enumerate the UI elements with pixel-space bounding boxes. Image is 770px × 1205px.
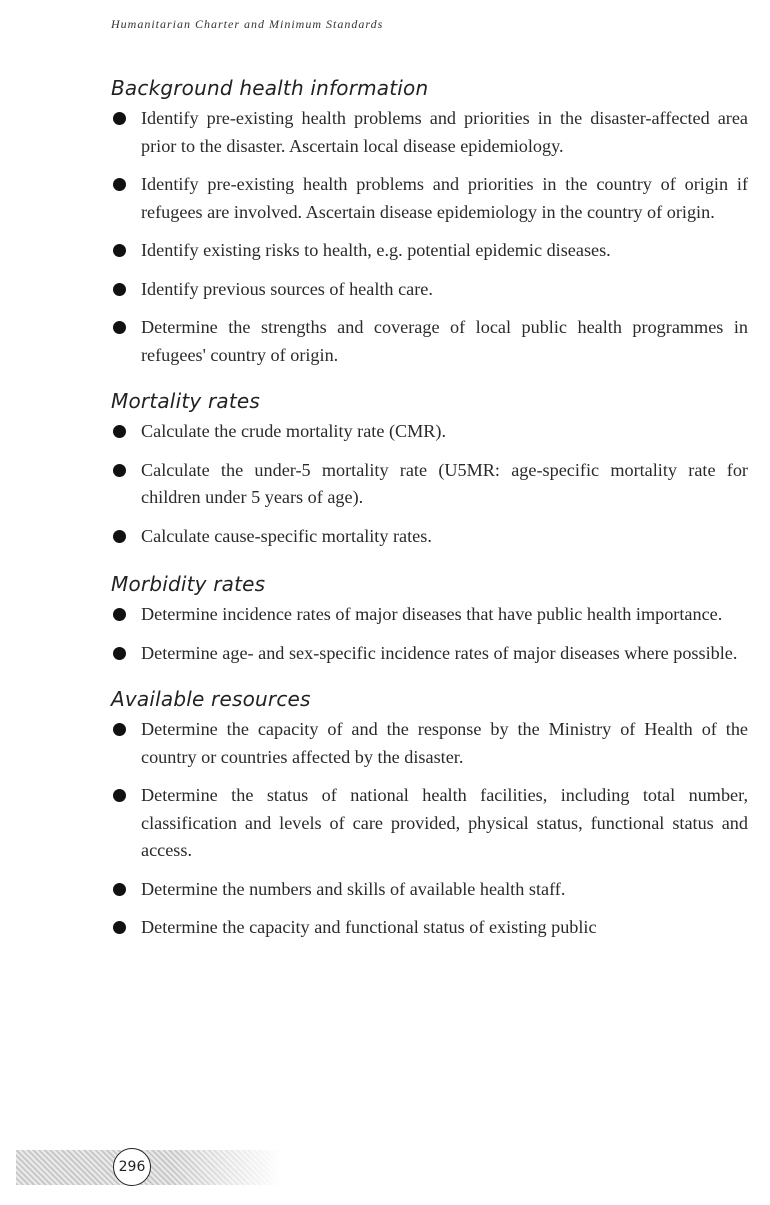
list-item (111, 105, 748, 160)
list-item-text: Calculate the crude mortality rate (CMR). (141, 421, 447, 441)
bullet-list-background (111, 105, 748, 369)
section-heading-resources: Available resources (111, 687, 311, 711)
list-item (111, 601, 748, 629)
list-item (111, 237, 748, 265)
list-item (111, 914, 748, 942)
list-item-text: Determine the status of national health facilities, including total number, classification and levels of care provided, physical status, functional status and access. (141, 785, 748, 860)
running-header: Humanitarian Charter and Minimum Standards (111, 17, 384, 31)
bullet-icon (113, 112, 126, 125)
bullet-icon (113, 178, 126, 191)
bullet-icon (113, 723, 126, 736)
bullet-icon (113, 283, 126, 296)
bullet-icon (113, 647, 126, 660)
page-content (111, 76, 748, 942)
list-item-text: Determine the capacity and functional status of existing public (141, 917, 597, 937)
bullet-icon (113, 464, 126, 477)
list-item-text: Identify existing risks to health, e.g. potential epidemic diseases. (141, 240, 611, 260)
list-item-text: Calculate the under-5 mortality rate (U5MR: age-specific mortality rate for children under 5 years of age). (141, 459, 748, 507)
bullet-icon (113, 921, 126, 934)
list-item-text: Determine the capacity of and the response by the Ministry of Health of the country or countries affected by the disaster. (141, 719, 748, 767)
list-item (111, 640, 748, 668)
bullet-icon (113, 425, 126, 438)
list-item-text: Determine the strengths and coverage of local public health programmes in refugees' country of origin. (141, 317, 748, 365)
page-number: 296 (113, 1148, 151, 1186)
bullet-list-morbidity (111, 601, 748, 667)
list-item (111, 782, 748, 865)
list-item-text: Identify pre-existing health problems and priorities in the disaster-affected area prior to the disaster. Ascertain local disease epidemiology. (141, 108, 748, 156)
bullet-list-resources (111, 716, 748, 942)
section-heading-morbidity: Morbidity rates (111, 572, 266, 596)
bullet-icon (113, 608, 126, 621)
bullet-icon (113, 883, 126, 896)
bullet-icon (113, 244, 126, 257)
list-item (111, 314, 748, 369)
list-item (111, 716, 748, 771)
section-heading-mortality: Mortality rates (111, 389, 261, 413)
list-item-text: Identify pre-existing health problems and priorities in the country of origin if refugees are involved. Ascertain disease epidemiology in the country of origin. (141, 174, 748, 222)
list-item (111, 457, 748, 512)
bullet-icon (113, 789, 126, 802)
list-item (111, 276, 748, 304)
section-heading-background: Background health information (111, 76, 429, 100)
list-item-text: Determine incidence rates of major diseases that have public health importance. (141, 604, 723, 624)
bullet-icon (113, 530, 126, 543)
list-item (111, 876, 748, 904)
list-item (111, 523, 748, 551)
list-item-text: Identify previous sources of health care. (141, 278, 433, 299)
list-item (111, 418, 748, 446)
bullet-icon (113, 321, 126, 334)
list-item (111, 171, 748, 226)
list-item-text: Determine the numbers and skills of available health staff. (141, 878, 566, 899)
bullet-list-mortality (111, 418, 748, 550)
list-item-text: Determine age- and sex-specific incidence rates of major diseases where possible. (141, 642, 738, 663)
list-item-text: Calculate cause-specific mortality rates. (141, 525, 432, 546)
